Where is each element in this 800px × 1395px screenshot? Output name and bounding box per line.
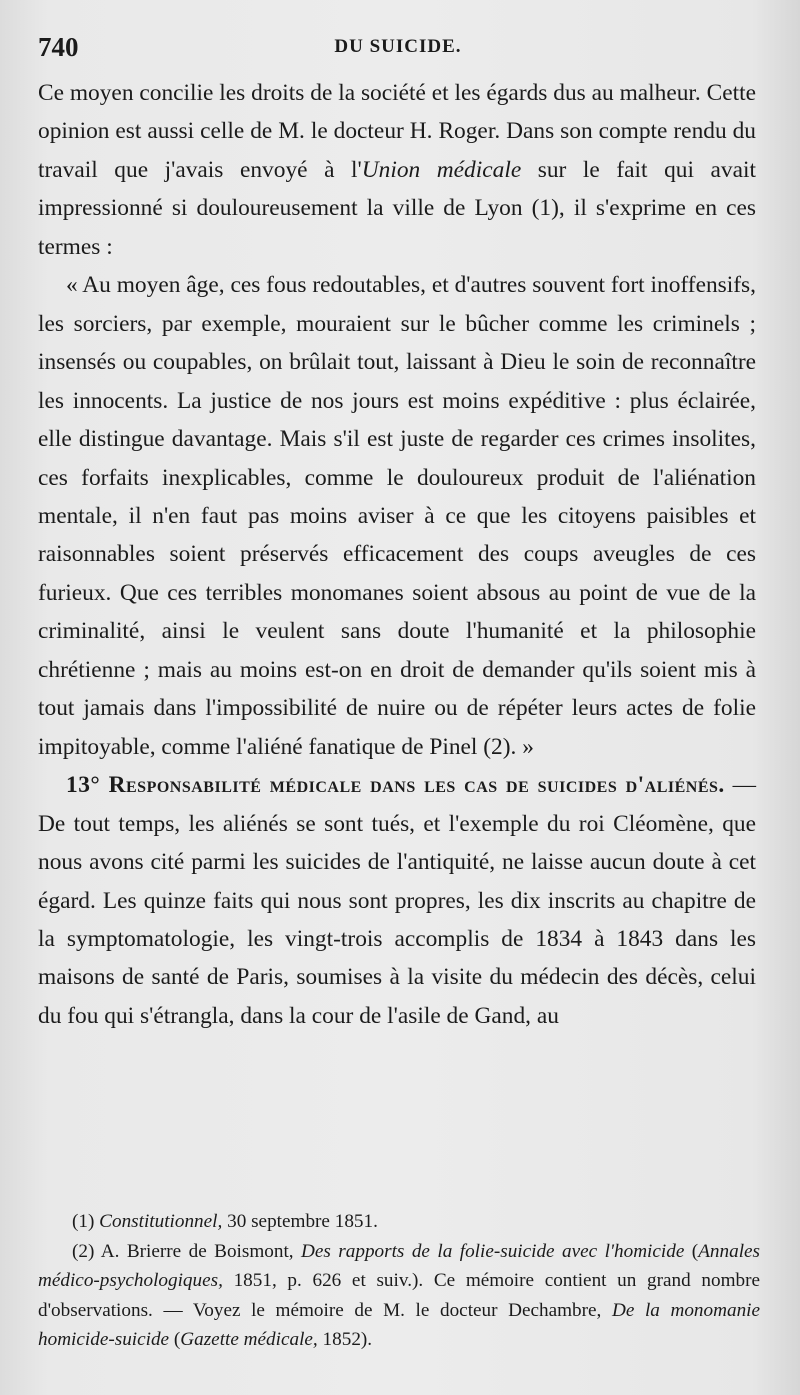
paragraph-1: Ce moyen concilie les droits de la société et les égards dus au malheur. Cette opinion est aussi celle de M. le docteur H. Roger. Dans son compte rendu du travail que j'avais envoyé à l'Union médicale sur le fait qui avait impressionné si douloureusement la ville de Lyon (1), il s'exprime en ces termes :: [38, 80, 756, 260]
footnote-2: (2) A. Brierre de Boismont, Des rapports de la folie-suicide avec l'homicide (Annales médico-psychologiques, 1851, p. 626 et suiv.). Ce mémoire contient un grand nombre d'observations. — Voyez le mémoire de M. le docteur Dechambre, De la monomanie homicide-suicide (Gazette médicale, 1852).: [38, 1240, 761, 1350]
main-text: [38, 74, 756, 1035]
page-number: 740: [38, 32, 79, 62]
paragraph-section-13: 13° Responsabilité médicale dans les cas de suicides d'aliénés. — De tout temps, les aliénés se sont tués, et l'exemple du roi Cléomène, que nous avons cité parmi les suicides de l'antiquité, ne laisse aucun doute à cet égard. Les quinze faits qui nous sont propres, les dix inscrits au chapitre de la symptomatologie, les vingt-trois accomplis de 1834 à 1843 dans les maisons de santé de Paris, soumises à la visite du médecin des décès, celui du fou qui s'étrangla, dans la cour de l'asile de Gand, au: [38, 772, 757, 1029]
journal-title: Union médicale: [361, 156, 522, 183]
section-heading: 13° Responsabilité médicale dans les cas de suicides d'aliénés.: [66, 772, 725, 799]
page-header: [38, 32, 758, 68]
footnotes: [38, 1207, 760, 1355]
footnote-1: (1) Constitutionnel, 30 septembre 1851.: [72, 1211, 378, 1232]
running-title: DU SUICIDE.: [334, 36, 462, 57]
paragraph-quote: « Au moyen âge, ces fous redoutables, et d'autres souvent fort inoffensifs, les sorciers, par exemple, mouraient sur le bûcher comme les criminels ; insensés ou coupables, on brûlait tout, laissant à Dieu le soin de reconnaître les innocents. La justice de nos jours est moins expéditive : plus éclairée, elle distingue davantage. Mais s'il est juste de regarder ces crimes insolites, ces forfaits inexplicables, comme le douloureux produit de l'aliénation mentale, il n'en faut pas moins aviser à ce que les citoyens paisibles et raisonnables soient préservés efficacement des coups aveugles de ces furieux. Que ces terribles monomanes soient absous au point de vue de la criminalité, ainsi le veulent sans doute l'humanité et la philosophie chrétienne ; mais au moins est-on en droit de demander qu'ils soient mis à tout jamais dans l'impossibilité de nuire ou de répéter leurs actes de folie impitoyable, comme l'aliéné fanatique de Pinel (2). »: [38, 272, 756, 760]
